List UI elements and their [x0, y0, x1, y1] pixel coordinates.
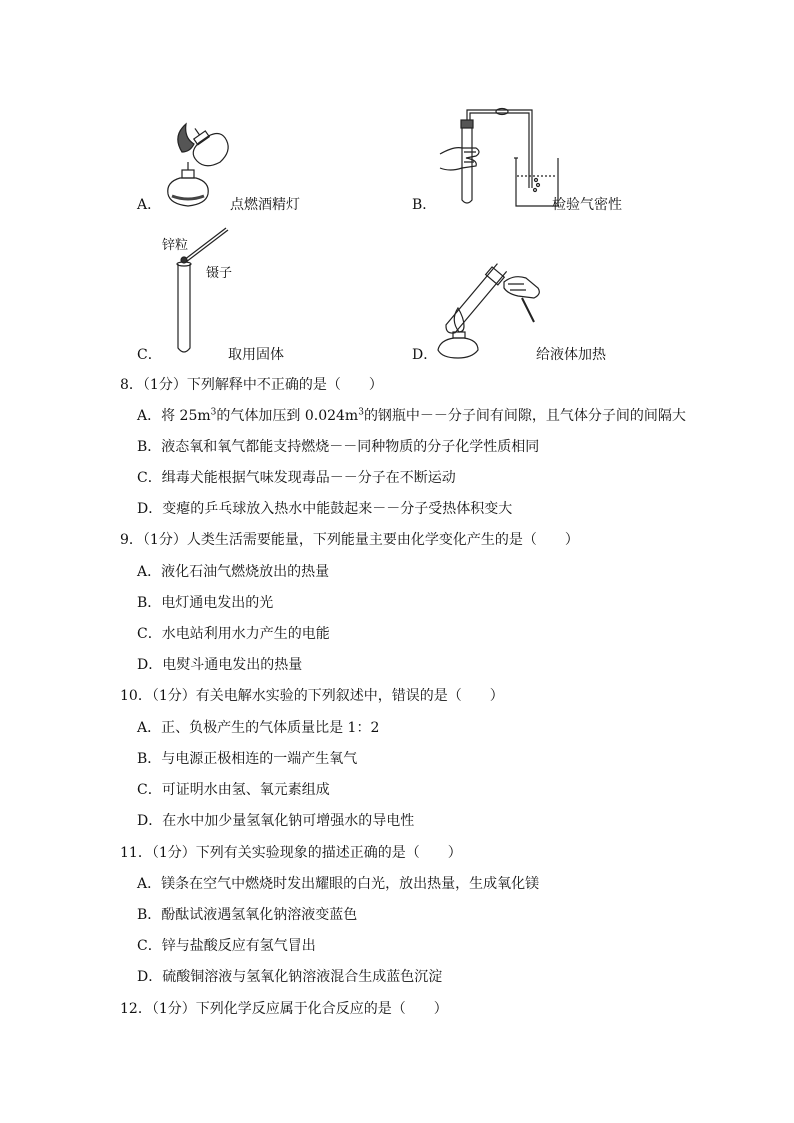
question-9-stem: 9．（1分）人类生活需要能量，下列能量主要由化学变化产生的是（ ） [120, 532, 579, 548]
question-12-stem: 12．（1分）下列化学反应属于化合反应的是（ ） [120, 1001, 448, 1017]
figure-c-letter: C． [137, 347, 162, 363]
figure-c-caption: 取用固体 [228, 347, 284, 363]
question-8-option-d: D．变瘪的乒乓球放入热水中能鼓起来－－分子受热体积变大 [137, 501, 513, 517]
question-8-option-a [137, 405, 686, 425]
question-11-option-d: D．硫酸铜溶液与氢氧化钠溶液混合生成蓝色沉淀 [137, 969, 443, 985]
figure-a-caption: 点燃酒精灯 [230, 197, 300, 213]
question-9-option-d: D．电熨斗通电发出的热量 [137, 657, 303, 673]
figure-d-letter: D． [412, 347, 438, 363]
question-10-option-c: C．可证明水由氢、氧元素组成 [137, 782, 330, 798]
question-11-stem: 11．（1分）下列有关实验现象的描述正确的是（ ） [120, 845, 462, 861]
question-11-option-a: A．镁条在空气中燃烧时发出耀眼的白光，放出热量，生成氧化镁 [137, 876, 540, 892]
question-10-option-b: B．与电源正极相连的一端产生氧气 [137, 751, 358, 767]
question-10-option-a: A．正、负极产生的气体质量比是 1：2 [137, 720, 380, 736]
question-11-option-c: C．锌与盐酸反应有氢气冒出 [137, 938, 316, 954]
question-10-option-d: D．在水中加少量氢氧化钠可增强水的导电性 [137, 813, 415, 829]
option-a-part3: 的钢瓶中－－分子间有间隙，且气体分子间的间隔大 [363, 408, 686, 424]
figure-a-letter: A． [137, 197, 162, 213]
question-9-option-b: B．电灯通电发出的光 [137, 595, 274, 611]
option-a-part1: A．将 25m [137, 408, 211, 424]
question-9-option-c: C．水电站利用水力产生的电能 [137, 626, 330, 642]
question-9-option-a: A．液化石油气燃烧放出的热量 [137, 564, 330, 580]
zinc-granule-label: 锌粒 [162, 238, 189, 253]
question-8-stem: 8．（1分）下列解释中不正确的是（ ） [120, 377, 383, 393]
option-a-sup2: 3 [358, 407, 364, 418]
tweezers-label: 镊子 [206, 266, 233, 281]
figure-d-caption: 给液体加热 [536, 347, 606, 363]
option-a-part2: 的气体加压到 0.024m [216, 408, 359, 424]
figure-b-letter: B． [412, 197, 437, 213]
heating-liquid-illustration [434, 254, 544, 362]
figure-b-caption: 检验气密性 [552, 197, 622, 213]
question-8-option-b: B．液态氧和氧气都能支持燃烧－－同种物质的分子化学性质相同 [137, 439, 540, 455]
question-11-option-b: B．酚酞试液遇氢氧化钠溶液变蓝色 [137, 907, 358, 923]
option-a-sup1: 3 [210, 407, 217, 418]
question-10-stem: 10．（1分）有关电解水实验的下列叙述中，错误的是（ ） [120, 688, 504, 704]
question-8-option-c: C．缉毒犬能根据气味发现毒品－－分子在不断运动 [137, 470, 456, 486]
airtightness-check-illustration [436, 102, 566, 210]
